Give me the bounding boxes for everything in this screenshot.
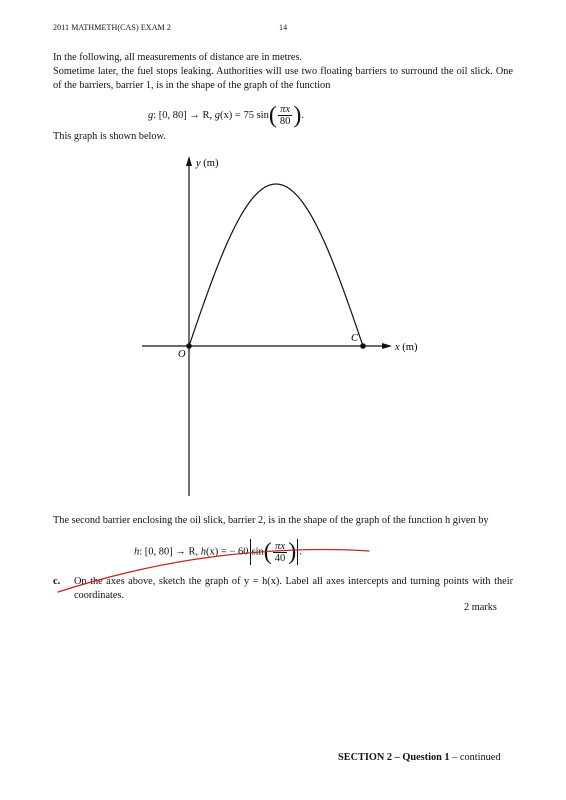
footer-continued: – continued [449,752,501,763]
question-c-text: On the axes above, sketch the graph of y = h(x). Label all axes intercepts and turning points with their coordinates. [74,576,513,601]
point-c-label: C [351,333,359,344]
y-axis-label-var: y [196,158,201,169]
function-h-numerator: πx [273,541,288,553]
left-paren: ( [263,539,272,565]
origin-label: O [178,349,186,360]
right-paren: ) [293,102,302,129]
x-axis-label-unit: (m) [402,342,418,353]
question-c-label: c. [53,576,61,587]
intro-line-1: In the following, all measurements of distance are in metres. [53,52,303,63]
graph-caption: This graph is shown below. [53,131,166,142]
x-axis-label-var: x [395,342,400,353]
function-g-domain: : [0, 80] → R, [153,109,213,121]
page-number: 14 [279,23,288,32]
function-g-end: . [301,109,304,121]
footer-section-bold: SECTION 2 – Question 1 [338,752,450,763]
function-h-end: . [299,546,302,558]
right-paren: ) [288,539,297,565]
function-g-numerator: πx [278,104,293,116]
marks-label: 2 marks [464,602,497,613]
function-g-name: g [148,109,154,121]
function-h-arg: (x) = − 60 [206,546,249,558]
function-h-sin: sin [251,546,264,558]
function-g-arg: (x) = 75 sin [220,109,269,121]
footer-section [338,752,500,763]
left-paren: ( [268,102,277,129]
intro-line-2: Sometime later, the fuel stops leaking. Authorities will use two floating barriers to surround the oil slick. One of the barriers, barrier 1, is in the shape of the graph of the function [53,66,513,91]
red-pen-stroke [58,550,369,592]
barrier-2-text: The second barrier enclosing the oil slick, barrier 2, is in the shape of the graph of the function h given by [53,515,489,526]
function-h-denominator: 40 [274,552,286,564]
function-h-domain: : [0, 80] → R, [139,546,199,558]
function-h-name: h [134,546,140,558]
function-g-denominator: 80 [279,116,291,127]
function-h-lhs: h [200,546,207,558]
exam-header-title: 2011 MATHMETH(CAS) EXAM 2 [53,23,171,32]
function-g-lhs: g [214,109,221,121]
y-axis-label-unit: (m) [203,158,219,169]
